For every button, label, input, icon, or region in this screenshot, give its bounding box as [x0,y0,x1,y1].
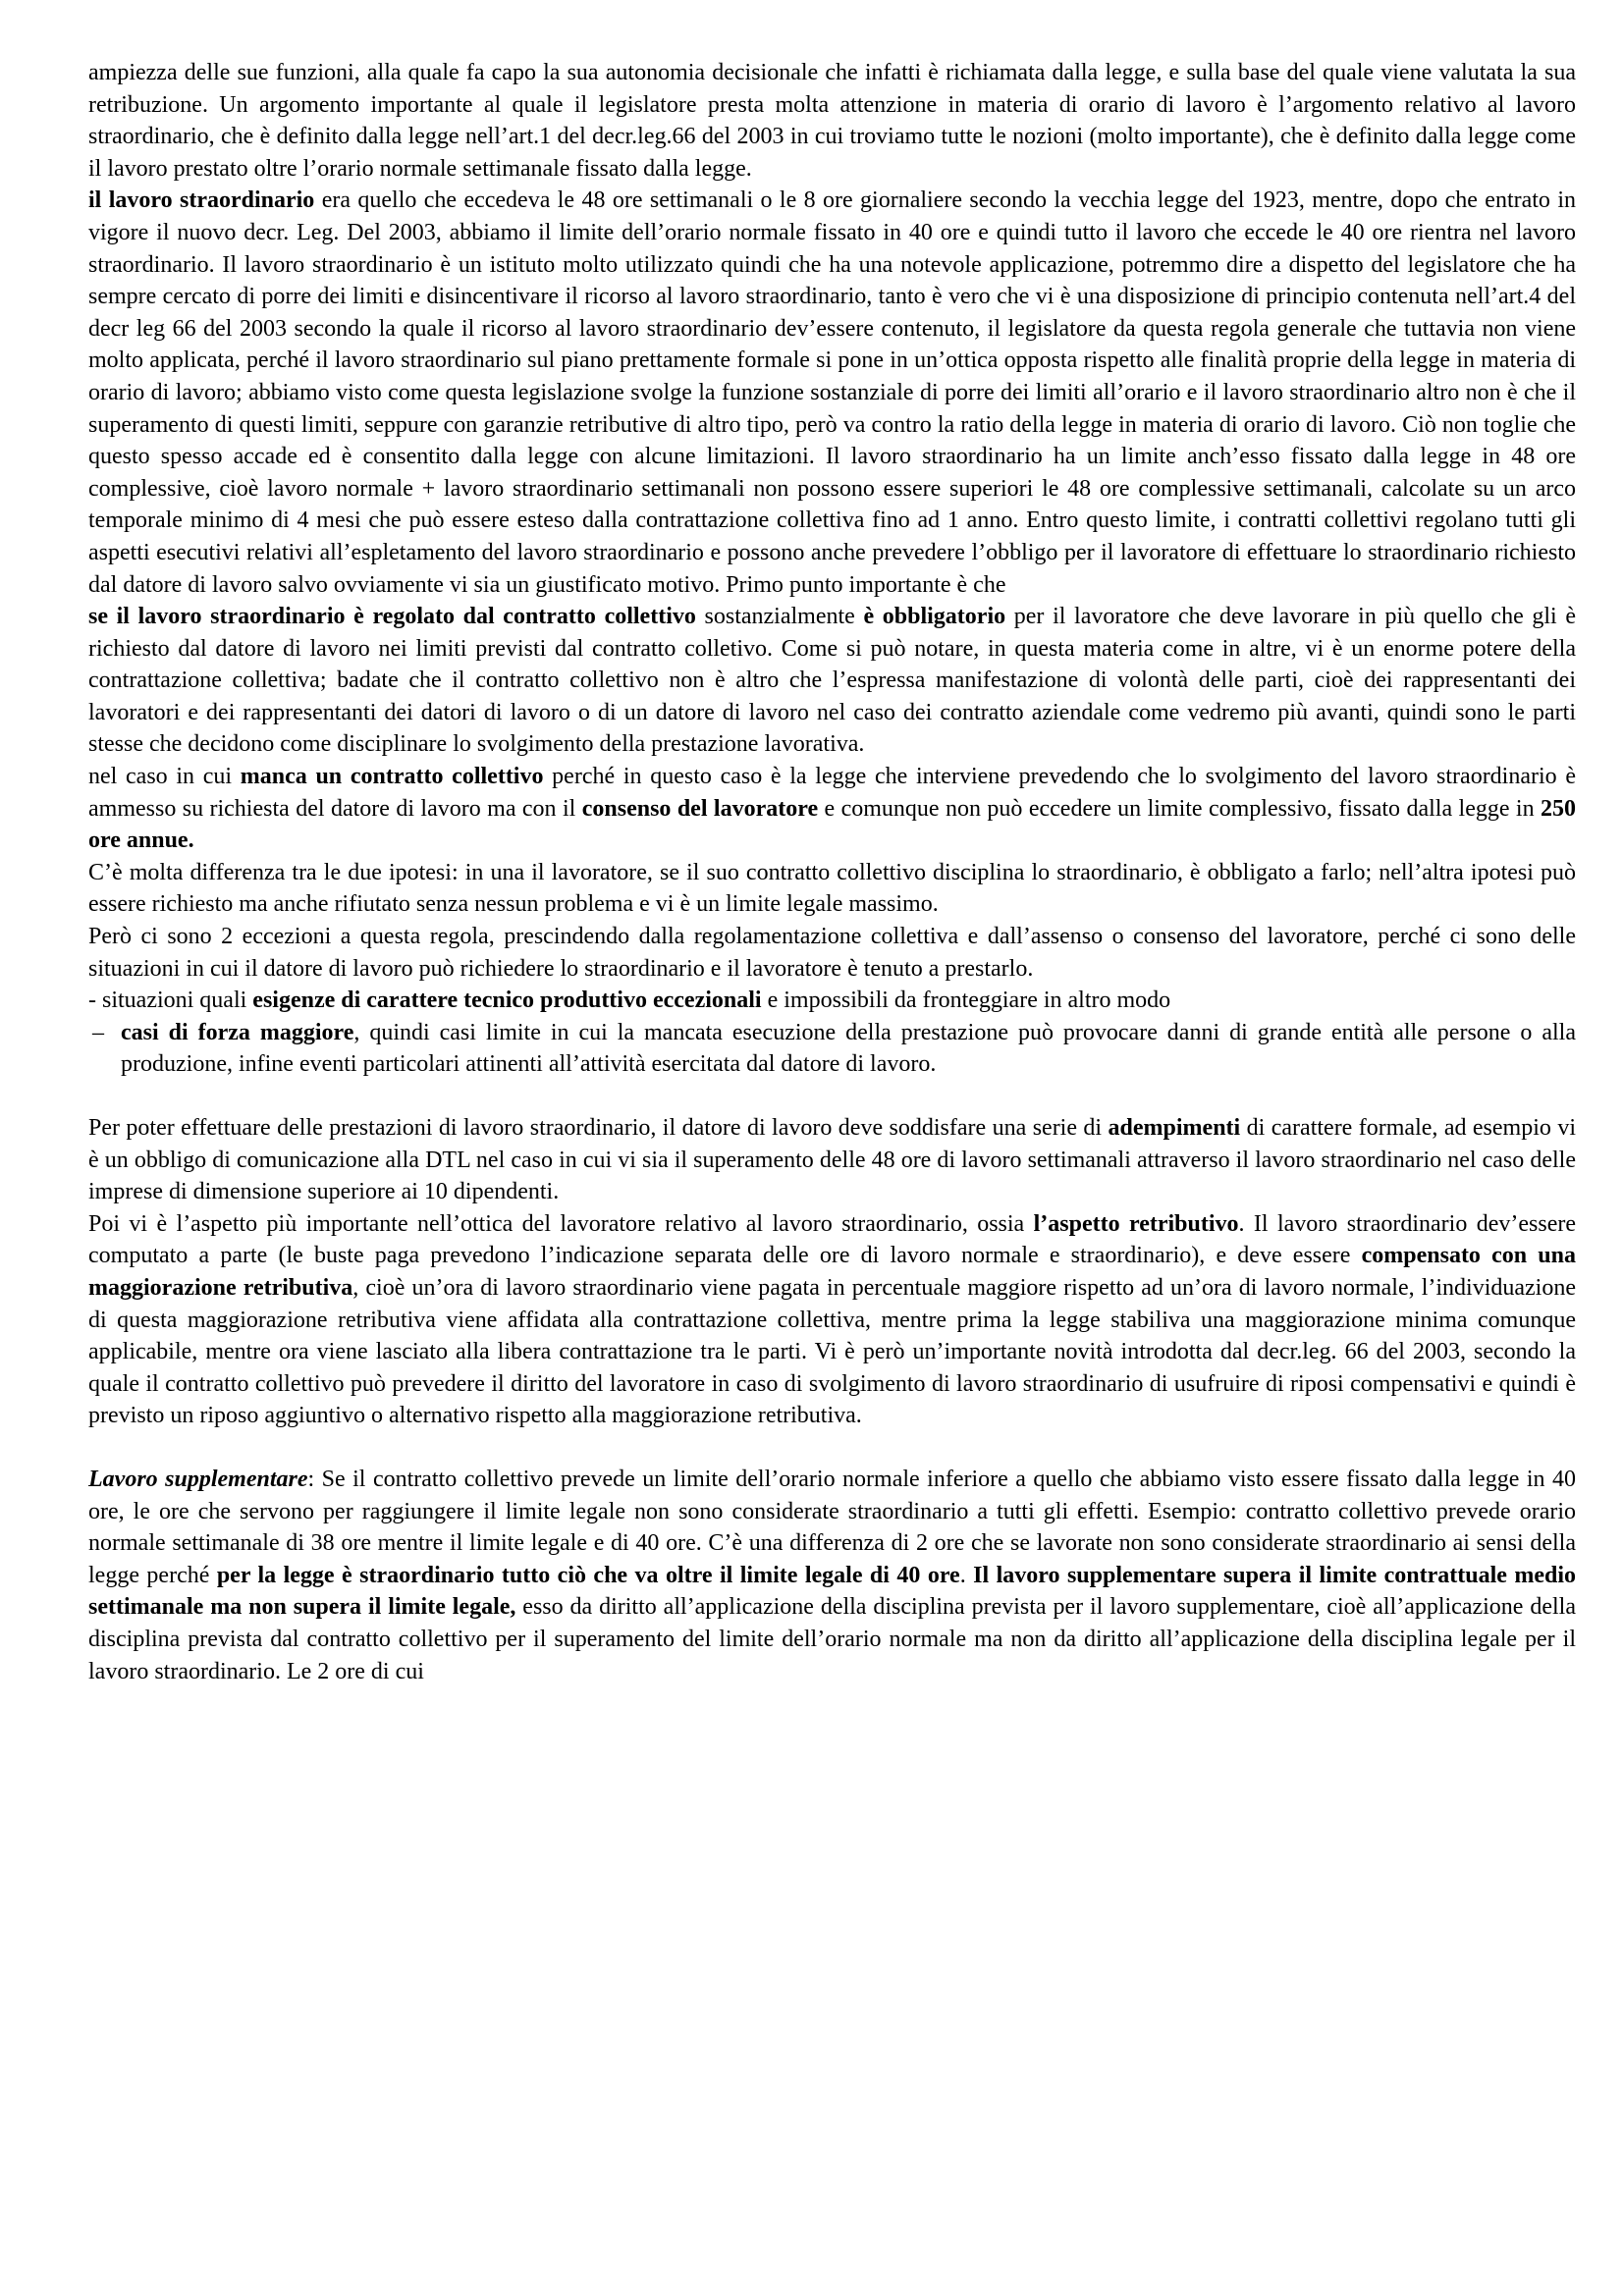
bold-limite-legale: per la legge è straordinario tutto ciò che va oltre il limite legale di 40 ore [216,1562,960,1588]
paragraph-8-text-c: , cioè un’ora di lavoro straordinario viene pagata in percentuale maggiore rispetto ad un’ora di lavoro normale, l’individuazione di questa maggiorazione retributiva viene affidata alla contrattazione collettiva, mentre prima la legge stabiliva una maggiorazione minima comunque applicabile, mentre ora viene lasciato alla libera contrattazione tra le parti. Vi è però un’importante novità introdotta dal decr.leg. 66 del 2003, secondo la quale il contratto collettivo può prevedere il diritto del lavoratore in caso di svolgimento di lavoro straordinario di usufruire di riposi compensativi e quindi è previsto un riposo aggiuntivo o alternativo rispetto alla maggiorazione retributiva. [88,1274,1576,1429]
paragraph-9 [88,1464,1576,1687]
paragraph-5-text: C’è molta differenza tra le due ipotesi: in una il lavoratore, se il suo contratto collettivo disciplina lo straordinario, è obbligato a farlo; nell’altra ipotesi può essere richiesto ma anche rifiutato senza nessun problema e vi è un limite legale massimo. [88,859,1576,918]
bold-maggiorazione: compensato con una maggiorazione retributiva [88,1243,1576,1301]
list-item-1 [88,985,1576,1017]
heading-lavoro-supplementare: Lavoro supplementare [88,1466,308,1492]
bold-aspetto-retributivo: l’aspetto retributivo [1033,1210,1239,1237]
paragraph-1-text: ampiezza delle sue funzioni, alla quale fa capo la sua autonomia decisionale che infatti è richiamata dalla legge, e sulla base del quale viene valutata la sua retribuzione. Un argomento importante al quale il legislatore presta molta attenzione in materia di orario di lavoro è l’argomento relativo al lavoro straordinario, che è definito dalla legge nell’art.1 del decr.leg.66 del 2003 in cui troviamo tutte le nozioni (molto importante), che è definito dalla legge come il lavoro prestato oltre l’orario normale settimanale fissato dalla legge. [88,60,1576,182]
bold-regolato-contratto: se il lavoro straordinario è regolato dal contratto collettivo [88,604,696,630]
bold-supera-limite: Il lavoro supplementare supera il limite contrattuale medio settimanale ma non supera il limite legale, [88,1562,1577,1621]
paragraph-2 [88,185,1576,601]
spacer [88,1432,1576,1464]
bold-manca-contratto: manca un contratto collettivo [240,764,544,790]
bold-250-ore: 250 ore annue. [88,795,1577,854]
term-lavoro-straordinario: il lavoro straordinario [88,187,315,214]
list-item-2-text-a: , quindi casi limite in cui la mancata esecuzione della prestazione può provocare danni di grande entità alle persone o alla produzione, infine eventi particolari attinenti all’attività esercitata dal datore di lavoro. [121,1019,1576,1078]
paragraph-3-text-a: sostanzialmente [695,604,864,630]
paragraph-4-text-b: perché in questo caso è la legge che interviene prevedendo che lo svolgimento del lavoro straordinario è ammesso su richiesta del datore di lavoro ma con il [88,764,1577,822]
list-item-2 [88,1017,1576,1081]
paragraph-8 [88,1208,1576,1432]
paragraph-9-text-b: . [959,1562,974,1588]
bold-adempimenti: adempimenti [1108,1115,1241,1141]
paragraph-4-text-c: e comunque non può eccedere un limite complessivo, fissato dalla legge in [818,795,1542,822]
paragraph-2-text: era quello che eccedeva le 48 ore settimanali o le 8 ore giornaliere secondo la vecchia legge del 1923, mentre, dopo che entrato in vigore il nuovo decr. Leg. Del 2003, abbiamo il limite dell’orario normale fissato in 40 ore e quindi tutto il lavoro che eccede le 40 ore rientra nel lavoro straordinario. Il lavoro straordinario è un istituto molto utilizzato quindi che ha una notevole applicazione, potremmo dire a dispetto del legislatore che ha sempre cercato di porre dei limiti e disincentivare il ricorso al lavoro straordinario, tanto è vero che vi è una disposizione di principio contenuta nell’art.4 del decr leg 66 del 2003 secondo la quale il ricorso al lavoro straordinario dev’essere contenuto, il legislatore da questa regola generale che tuttavia non viene molto applicata, perché il lavoro straordinario sul piano prettamente formale si pone in un’ottica opposta rispetto alle finalità proprie della legge in materia di orario di lavoro; abbiamo visto come questa legislazione svolge la funzione sostanziale di porre dei limiti all’orario e il lavoro straordinario altro non è che il superamento di questi limiti, seppure con garanzie retributive di altro tipo, però va contro la ratio della legge in materia di orario di lavoro. Ciò non toglie che questo spesso accade ed è consentito dalla legge con alcune limitazioni. Il lavoro straordinario ha un limite anch’esso fissato dalla legge in 48 ore complessive, cioè lavoro normale + lavoro straordinario settimanali non possono essere superiori le 48 ore complessive settimanali, calcolate su un arco temporale minimo di 4 mesi che può essere esteso dalla contrattazione collettiva fino ad 1 anno. Entro questo limite, i contratti collettivi regolano tutti gli aspetti esecutivi relativi all’espletamento del lavoro straordinario e possono anche prevedere l’obbligo per il lavoratore di effettuare lo straordinario richiesto dal datore di lavoro salvo ovviamente vi sia un giustificato motivo. Primo punto importante è che [88,187,1576,598]
paragraph-4 [88,761,1576,857]
paragraph-7-text-b: di carattere formale, ad esempio vi è un obbligo di comunicazione alla DTL nel caso in cui vi sia il superamento delle 48 ore di lavoro settimanali attraverso il lavoro straordinario nel caso delle imprese di dimensione superiore ai 10 dipendenti. [88,1115,1576,1205]
dash-bullet: – [92,1019,104,1045]
bold-obbligatorio: è obbligatorio [863,604,1006,630]
paragraph-4-text-a: nel caso in cui [88,764,241,790]
paragraph-5 [88,857,1576,921]
bold-esigenze: esigenze di carattere tecnico produttivo eccezionali [252,988,762,1014]
paragraph-9-text-c: esso da diritto all’applicazione della disciplina prevista per il lavoro supplementare, cioè all’applicazione della disciplina prevista dal contratto collettivo per il superamento del limite dell’orario normale ma non da diritto all’applicazione della disciplina legale per il lavoro straordinario. Le 2 ore di cui [88,1594,1576,1684]
paragraph-8-text-b: . Il lavoro straordinario dev’essere computato a parte (le buste paga prevedono l’indicazione separata delle ore di lavoro normale e straordinario), e deve essere [88,1210,1576,1269]
list-item-1-text-a: - situazioni quali [88,988,253,1014]
paragraph-6 [88,921,1576,985]
list-item-2-text [121,1017,1576,1081]
list-item-1-text-b: e impossibili da fronteggiare in altro modo [761,988,1171,1014]
paragraph-7-text-a: Per poter effettuare delle prestazioni di lavoro straordinario, il datore di lavoro deve soddisfare una serie di [88,1115,1109,1141]
paragraph-9-text-a: : Se il contratto collettivo prevede un limite dell’orario normale inferiore a quello che abbiamo visto essere fissato dalla legge in 40 ore, le ore che servono per raggiungere il limite legale non sono considerate straordinario a tutti gli effetti. Esempio: contratto collettivo prevede orario normale settimanale di 38 ore mentre il limite legale e di 40 ore. C’è una differenza di 2 ore che se lavorate non sono considerate straordinario ai sensi della legge perché [88,1466,1576,1588]
document-page [88,57,1576,1687]
bold-consenso-lavoratore: consenso del lavoratore [581,795,819,822]
paragraph-3-text-b: per il lavoratore che deve lavorare in più quello che gli è richiesto dal datore di lavoro nei limiti previsti dal contratto colletivo. Come si può notare, in questa materia come in altre, vi è un enorme potere della contrattazione collettiva; badate che il contratto collettivo non è altro che l’espressa manifestazione di volontà delle parti, cioè dei rappresentanti dei lavoratori e dei rappresentanti dei datori di lavoro o di un datore di lavoro nel caso dei contratto aziendale come vedremo più avanti, quindi sono le parti stesse che decidono come disciplinare lo svolgimento della prestazione lavorativa. [88,604,1577,758]
paragraph-6-text: Però ci sono 2 eccezioni a questa regola, prescindendo dalla regolamentazione collettiva e dall’assenso o consenso del lavoratore, perché ci sono delle situazioni in cui il datore di lavoro può richiedere lo straordinario e il lavoratore è tenuto a prestarlo. [88,924,1576,982]
paragraph-1 [88,57,1576,185]
spacer [88,1081,1576,1112]
bold-forza-maggiore: casi di forza maggiore [121,1019,354,1045]
paragraph-3 [88,601,1576,761]
paragraph-7 [88,1112,1576,1208]
paragraph-8-text-a: Poi vi è l’aspetto più importante nell’ottica del lavoratore relativo al lavoro straordinario, ossia [88,1210,1034,1237]
